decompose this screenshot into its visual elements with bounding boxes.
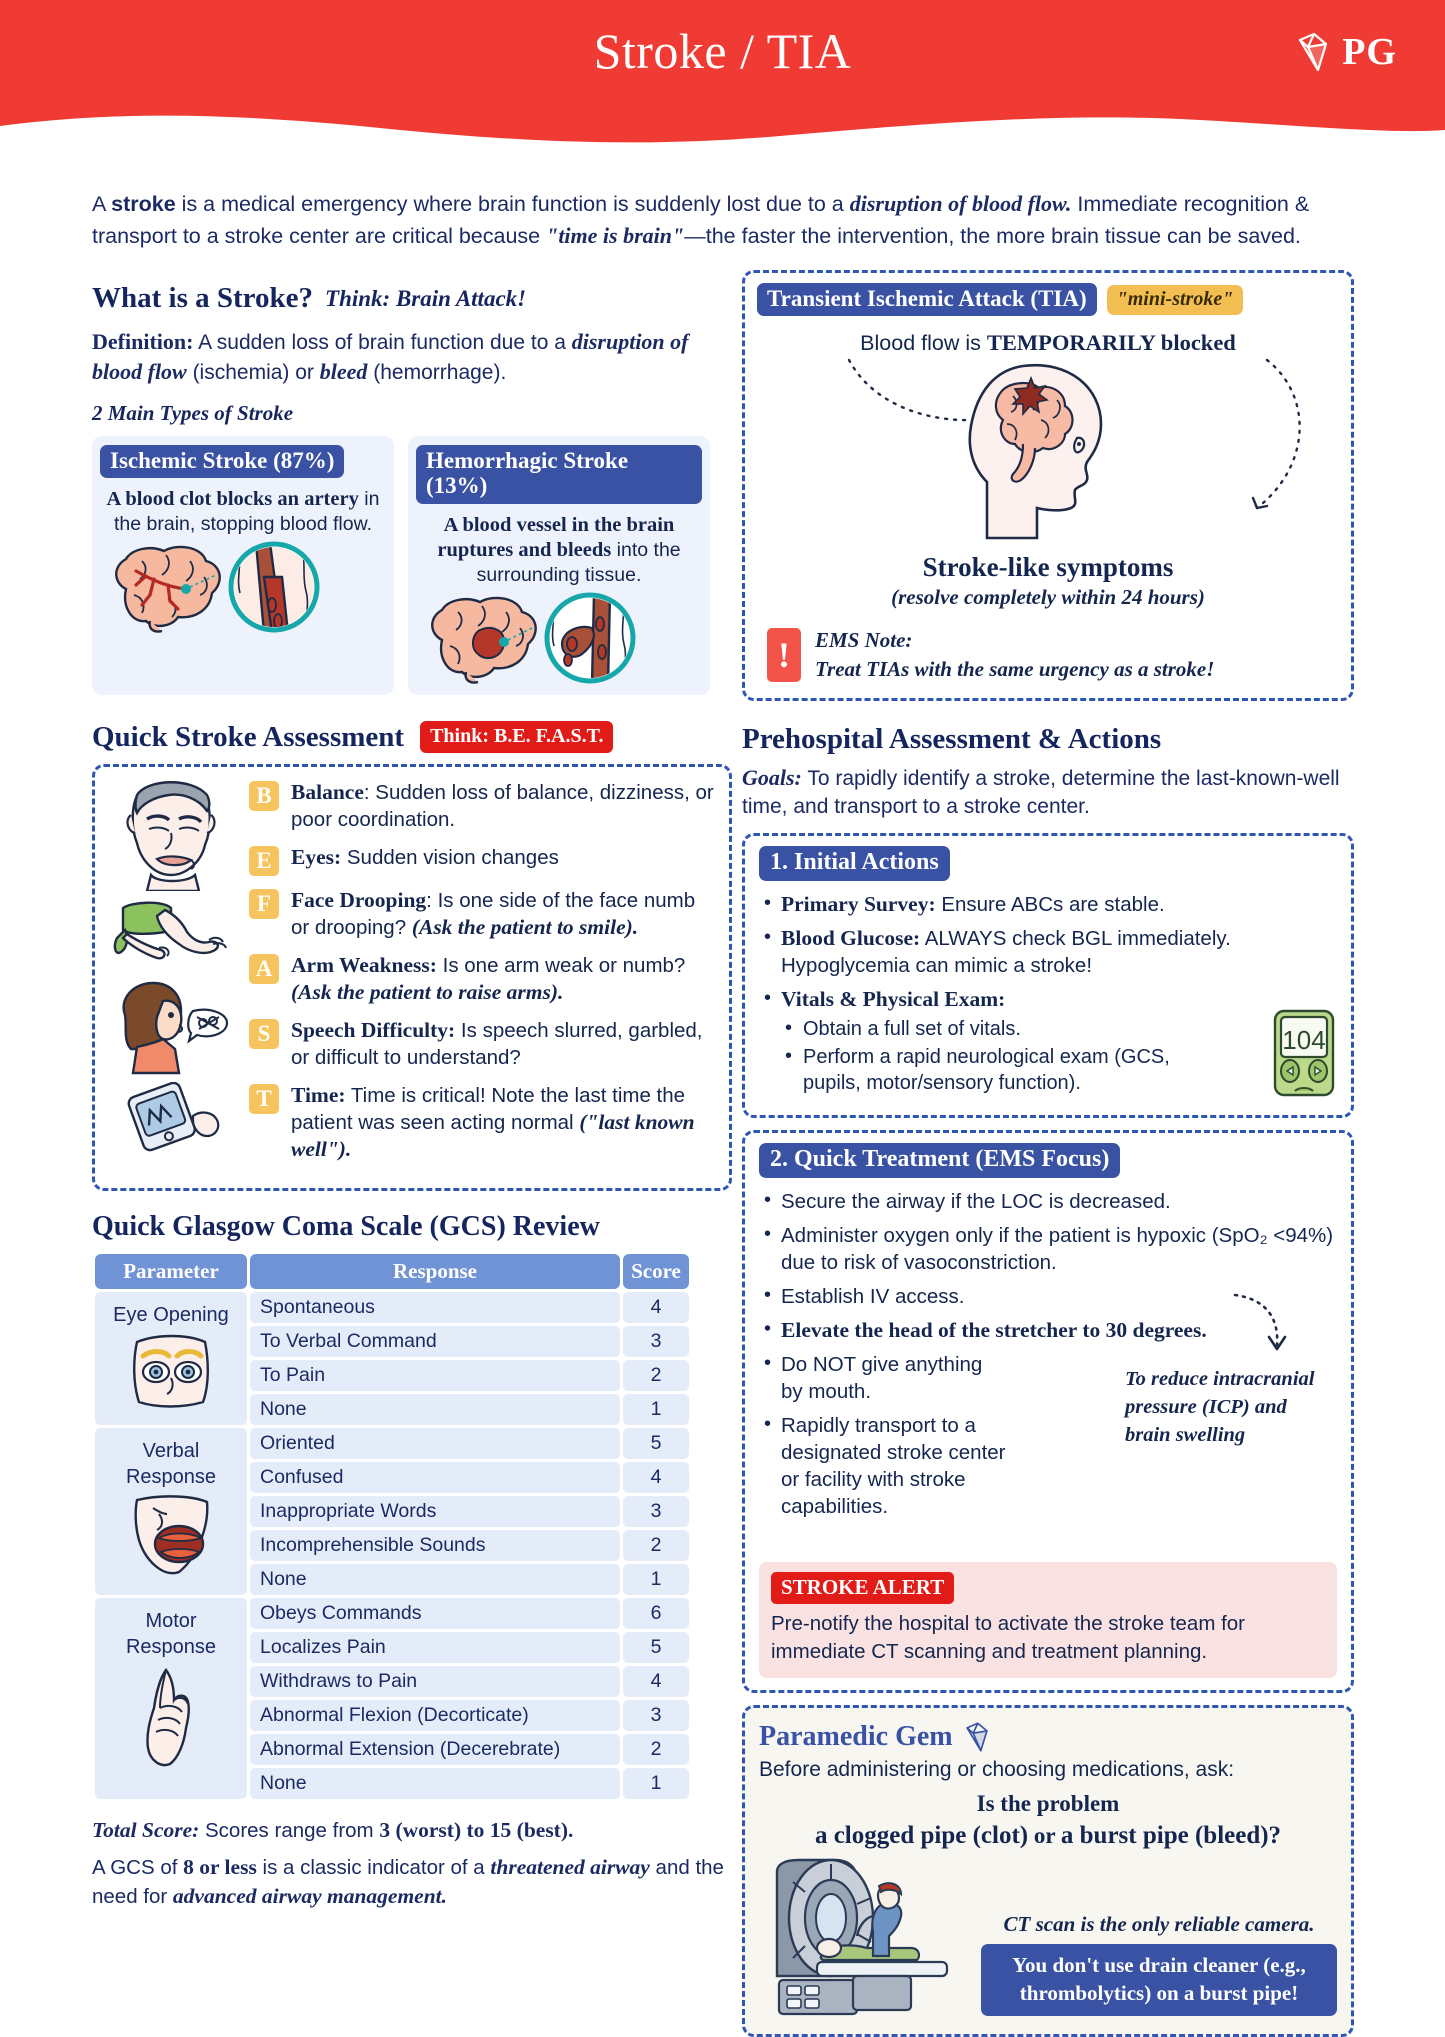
gcs-col-response: Response (250, 1254, 620, 1289)
befast-letter-b: B (249, 781, 279, 811)
gcs-response: Obeys Commands (250, 1598, 620, 1629)
intro-part1: A (92, 192, 112, 216)
stroke-alert-text: Pre-notify the hospital to activate the stroke team for immediate CT scanning and treatment planning. (771, 1612, 1246, 1664)
paramedic-gem-subtitle: Before administering or choosing medications, ask: (759, 1758, 1235, 1782)
goals-text: To rapidly identify a stroke, determine the last-known-well time, and transport to a stroke center. (742, 767, 1340, 819)
gcs-note-bold: 8 or less (183, 1854, 257, 1879)
gcs-param-eye-label: Eye Opening (113, 1303, 229, 1326)
speech-difficulty-illustration (109, 979, 235, 1075)
paramedic-gem-box (742, 1705, 1354, 2037)
befast-badge: Think: B.E. F.A.S.T. (420, 721, 613, 753)
gcs-score: 2 (623, 1530, 689, 1561)
gcs-note-a: A GCS of (92, 1855, 184, 1879)
paramedic-gem-question (759, 1788, 1337, 1852)
befast-text-eyes (291, 844, 559, 876)
hemorrhagic-stroke-card (408, 436, 710, 695)
paramedic-gem-header (759, 1720, 1337, 1754)
what-is-stroke-subhead: Think: Brain Attack! (325, 285, 527, 311)
hemorrhagic-bold: A blood vessel in the brain ruptures and bleeds (437, 513, 675, 561)
gcs-score: 3 (623, 1496, 689, 1527)
intro-paragraph (92, 188, 1354, 252)
gem-right-block (981, 1856, 1337, 2016)
gem-question-line2 (759, 1820, 1337, 1852)
gcs-score: 6 (623, 1598, 689, 1629)
exclamation-icon: ! (767, 628, 801, 682)
befast-text-face (291, 887, 715, 941)
paramedic-gem-title: Paramedic Gem (759, 1721, 953, 1753)
gcs-note-ital2: advanced airway management. (172, 1883, 448, 1908)
prehospital-header (742, 723, 1354, 821)
gcs-response: Abnormal Flexion (Decorticate) (250, 1700, 620, 1731)
bf-body-2: Is one side of the face numb or drooping? (291, 888, 696, 939)
glucometer-icon (1271, 1009, 1337, 1105)
tia-pill: Transient Ischemic Attack (TIA) (757, 283, 1097, 316)
gcs-score: 3 (623, 1700, 689, 1731)
mouth-icon (123, 1494, 219, 1580)
curved-arrow-icon (1231, 1291, 1287, 1361)
gcs-response: Localizes Pain (250, 1632, 620, 1663)
initial-actions-box (742, 833, 1354, 1118)
ischemic-bold: A blood clot blocks an artery (106, 488, 359, 511)
gcs-col-score: Score (623, 1254, 689, 1289)
gcs-param-eye (95, 1292, 247, 1425)
right-column (742, 270, 1354, 2037)
bf-ital-5: ("last known well"). (291, 1109, 695, 1161)
tia-ems-text (815, 626, 1214, 684)
face-drooping-illustration (109, 779, 235, 891)
eye-opening-icon (123, 1332, 219, 1410)
brain-clot-illustration (100, 541, 386, 633)
gcs-header-row (95, 1254, 689, 1289)
tia-blocked-line (757, 330, 1339, 356)
glucometer-reading: 104 (1282, 1025, 1326, 1056)
tia-illustration-area (757, 356, 1339, 548)
bf-bold-4: Speech Difficulty: (291, 1017, 456, 1042)
gcs-score: 4 (623, 1666, 689, 1697)
bf-body-3: Is one arm weak or numb? (442, 953, 686, 977)
status-badge: STROKE ALERT (771, 1572, 954, 1604)
ia-text-1: ALWAYS check BGL immediately. Hypoglycemia can mimic a stroke! (781, 927, 1231, 978)
header-wave-decoration (0, 108, 1445, 150)
befast-letter-t: T (249, 1084, 279, 1114)
clock-phone-illustration (109, 1082, 235, 1152)
gcs-col-parameter: Parameter (95, 1254, 247, 1289)
bf-body-4: Is speech slurred, garbled, or difficult to understand? (291, 1018, 703, 1069)
gcs-score: 1 (623, 1564, 689, 1595)
bf-bold-2: Face Drooping (291, 887, 427, 912)
ct-scan-line: CT scan is the only reliable camera. (1003, 1912, 1315, 1937)
gcs-response: None (250, 1564, 620, 1595)
tia-symptoms-sub: (resolve completely within 24 hours) (891, 585, 1205, 610)
ct-scanner-illustration (759, 1856, 971, 2020)
icp-note: To reduce intracranial pressure (ICP) and brain swelling (1125, 1368, 1315, 1447)
gcs-total-note (92, 1816, 732, 1845)
gcs-score: 4 (623, 1462, 689, 1493)
gem-icon (961, 1720, 993, 1754)
tia-symptoms: Stroke-like symptoms (922, 552, 1174, 583)
gcs-total-a: Scores range from (199, 1818, 380, 1842)
list-item: • Obtain a full set of vitals. (781, 1016, 1337, 1042)
gem-question-line1: Is the problem (976, 1791, 1120, 1817)
gcs-score: 5 (623, 1428, 689, 1459)
befast-item-arm (249, 952, 715, 1006)
hemorrhagic-rest: into the surrounding tissue. (476, 538, 681, 586)
gcs-note-c: and the need for (92, 1855, 724, 1908)
initial-actions-list (759, 891, 1337, 1096)
befast-letter-a: A (249, 954, 279, 984)
tia-header (757, 283, 1339, 316)
gcs-response: To Verbal Command (250, 1326, 620, 1357)
gcs-table (92, 1251, 692, 1802)
ischemic-rest: in the brain, stopping blood flow. (113, 488, 380, 536)
brand-logo (1292, 30, 1397, 74)
gcs-score: 5 (623, 1632, 689, 1663)
gcs-response: Oriented (250, 1428, 620, 1459)
prehospital-title: Prehospital Assessment & Actions (742, 723, 1162, 756)
gcs-response: To Pain (250, 1360, 620, 1391)
bf-bold-5: Time: (291, 1082, 346, 1107)
gcs-response: Inappropriate Words (250, 1496, 620, 1527)
brand-text: PG (1342, 31, 1397, 73)
list-item: • Establish IV access. (759, 1283, 1337, 1310)
bf-sep-2: : (426, 888, 438, 912)
list-item: • Rapidly transport to a designated stroke center or facility with stroke capabilities. (759, 1412, 1009, 1520)
ia-bold-0: Primary Survey: (781, 892, 936, 917)
list-item (759, 891, 1337, 918)
hemorrhagic-stroke-pill: Hemorrhagic Stroke (13%) (416, 445, 702, 504)
what-is-stroke-header (92, 282, 732, 315)
gcs-param-verbal (95, 1428, 247, 1595)
intro-part3: Immediate recognition & transport to a stroke center are critical because (92, 192, 1310, 248)
initial-actions-pill: 1. Initial Actions (759, 846, 950, 881)
bf-ital-2: (Ask the patient to smile). (411, 914, 639, 939)
gcs-response: Confused (250, 1462, 620, 1493)
gem-icon (1292, 30, 1334, 74)
bf-bold-3: Arm Weakness: (291, 952, 437, 977)
types-label: 2 Main Types of Stroke (92, 401, 294, 425)
gcs-score: 1 (623, 1394, 689, 1425)
gcs-param-motor-label: Motor Response (125, 1609, 217, 1658)
definition-a: A sudden loss of brain function due to a (193, 331, 572, 354)
gem-clot: a clogged pipe (clot) (814, 1822, 1029, 1850)
gcs-note-b: is a classic indicator of a (256, 1855, 491, 1879)
hemorrhagic-stroke-body (416, 513, 702, 588)
gcs-param-verbal-label: Verbal Response (125, 1439, 217, 1488)
befast-text-balance (291, 779, 715, 833)
left-column (92, 282, 732, 1911)
gcs-airway-note (92, 1853, 732, 1911)
tia-line-bold: TEMPORARILY blocked (986, 330, 1236, 356)
brain-bleed-illustration (416, 592, 702, 684)
list-item (759, 986, 1337, 1096)
hand-icon (126, 1664, 216, 1768)
assessment-header (92, 721, 732, 754)
bf-bold-0: Balance (291, 779, 364, 804)
befast-item-face (249, 887, 715, 941)
stroke-types-row (92, 436, 732, 695)
gem-bleed: a burst pipe (bleed)? (1060, 1822, 1282, 1850)
head-brain-profile-illustration (757, 356, 1337, 548)
quick-treatment-pill: 2. Quick Treatment (EMS Focus) (759, 1143, 1120, 1178)
list-item: • Secure the airway if the LOC is decreased. (759, 1188, 1337, 1215)
list-item: • Do NOT give anything by mouth. (759, 1351, 1009, 1405)
befast-item-eyes (249, 844, 715, 876)
gem-or: or (1028, 1823, 1061, 1849)
table-row (95, 1428, 689, 1459)
gcs-score: 2 (623, 1360, 689, 1391)
befast-letter-e: E (249, 846, 279, 876)
stroke-definition (92, 327, 732, 387)
befast-text-arm (291, 952, 715, 1006)
list-item: • Perform a rapid neurological exam (GCS, pupils, motor/sensory function). (781, 1044, 1201, 1096)
page-header (0, 0, 1445, 148)
intro-part2: is a medical emergency where brain function is suddenly lost due to a (175, 192, 850, 216)
arm-weakness-illustration (109, 898, 235, 972)
definition-c: (hemorrhage). (367, 361, 507, 384)
assessment-heading: Quick Stroke Assessment (92, 720, 405, 753)
tia-box (742, 270, 1354, 701)
intro-bold-time-is-brain: "time is brain" (546, 223, 685, 248)
definition-ital-disruption: disruption of blood flow (92, 329, 689, 384)
list-item: • Elevate the head of the stretcher to 30 degrees. (759, 1317, 1337, 1344)
gcs-score: 3 (623, 1326, 689, 1357)
tia-line-prefix: Blood flow is (860, 331, 987, 356)
befast-list (249, 779, 715, 1174)
gcs-score: 2 (623, 1734, 689, 1765)
tia-ems-note (757, 626, 1339, 684)
gcs-response: Withdraws to Pain (250, 1666, 620, 1697)
gcs-response: None (250, 1768, 620, 1799)
ia-text-0: Ensure ABCs are stable. (935, 893, 1165, 917)
table-row (95, 1598, 689, 1629)
gcs-param-motor (95, 1598, 247, 1799)
definition-b: (ischemia) or (186, 361, 320, 384)
ia-bold-2: Vitals & Physical Exam: (781, 987, 1006, 1012)
what-is-stroke-heading: What is a Stroke? (92, 282, 314, 314)
gcs-response: Incomprehensible Sounds (250, 1530, 620, 1561)
bf-body-5: Time is critical! Note the last time the patient was seen acting normal (291, 1083, 686, 1134)
befast-letter-s: S (249, 1019, 279, 1049)
befast-box (92, 764, 732, 1191)
intro-part4: —the faster the intervention, the more brain tissue can be saved. (684, 224, 1301, 248)
gcs-title: Quick Glasgow Coma Scale (GCS) Review (92, 1210, 600, 1242)
list-item: • Administer oxygen only if the patient is hypoxic (SpO₂ <94%) due to risk of vasoconstriction. (759, 1222, 1337, 1276)
bf-sep-0: : (363, 780, 376, 804)
tia-ems-body: Treat TIAs with the same urgency as a stroke! (815, 657, 1215, 682)
gcs-score: 1 (623, 1768, 689, 1799)
stroke-alert-box (759, 1562, 1337, 1678)
ischemic-stroke-card (92, 436, 394, 695)
ischemic-stroke-pill: Ischemic Stroke (87%) (100, 445, 344, 478)
gcs-response: Spontaneous (250, 1292, 620, 1323)
prehospital-goals (742, 764, 1354, 821)
definition-label: Definition: (92, 329, 194, 354)
bf-ital-3: (Ask the patient to raise arms). (291, 979, 564, 1004)
gcs-note-ital1: threatened airway (490, 1854, 650, 1879)
gcs-response: Abnormal Extension (Decerebrate) (250, 1734, 620, 1765)
gem-body-row (759, 1856, 1337, 2020)
vitals-sublist (781, 1016, 1337, 1096)
table-row (95, 1292, 689, 1323)
ia-bold-1: Blood Glucose: (781, 926, 921, 951)
ischemic-stroke-body (100, 487, 386, 537)
list-item (759, 925, 1337, 979)
gcs-total-label: Total Score: (92, 1817, 200, 1842)
gcs-score: 4 (623, 1292, 689, 1323)
befast-item-speech (249, 1017, 715, 1071)
tia-badge-mini-stroke: "mini-stroke" (1107, 285, 1244, 315)
befast-item-time (249, 1082, 715, 1163)
befast-item-balance (249, 779, 715, 833)
goals-label: Goals: (742, 765, 802, 791)
intro-bold-stroke: stroke (111, 192, 176, 216)
bf-body-1: Sudden vision changes (346, 845, 559, 869)
intro-italic-disruption: disruption of blood flow. (849, 191, 1072, 216)
tia-ems-label: EMS Note: (815, 628, 913, 653)
gcs-response: None (250, 1394, 620, 1425)
befast-illustrations (109, 779, 237, 1174)
befast-text-speech (291, 1017, 715, 1071)
bf-body-0: Sudden loss of balance, dizziness, or poor coordination. (291, 780, 714, 831)
bf-bold-1: Eyes: (291, 844, 342, 869)
definition-ital-bleed: bleed (319, 359, 368, 384)
befast-letter-f: F (249, 889, 279, 919)
gcs-total-bold: 3 (worst) to 15 (best). (379, 1817, 574, 1842)
drain-cleaner-callout: You don't use drain cleaner (e.g., thrombolytics) on a burst pipe! (981, 1944, 1337, 2016)
befast-text-time (291, 1082, 715, 1163)
page-title: Stroke / TIA (593, 23, 852, 79)
quick-treatment-box (742, 1130, 1354, 1693)
